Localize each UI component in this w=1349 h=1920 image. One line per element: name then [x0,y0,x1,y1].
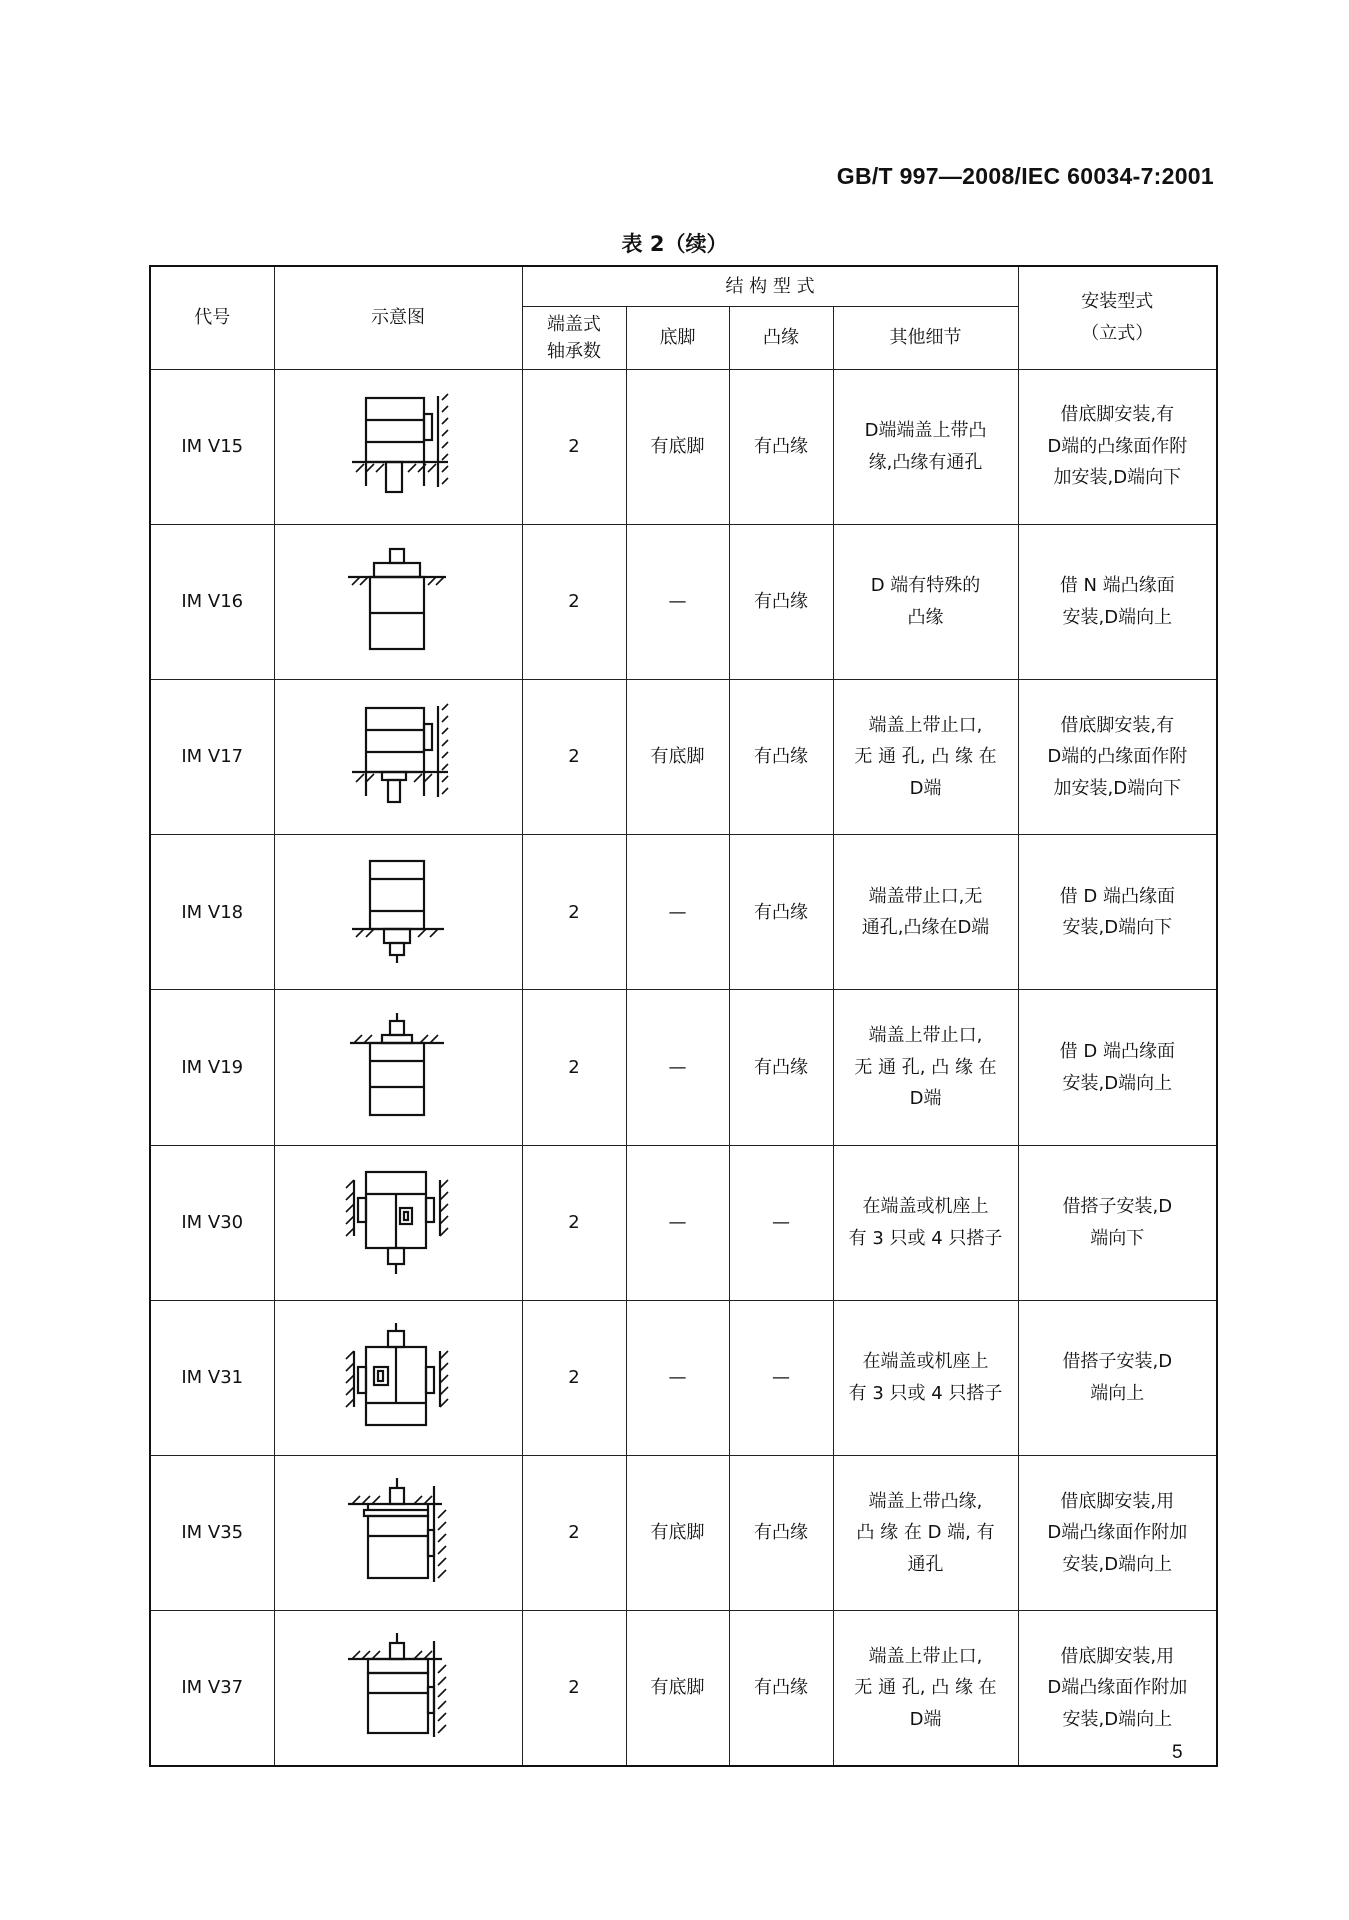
row-detail [833,1611,1018,1766]
row-feet: — [626,1145,729,1300]
row-code: IM V15 [150,369,274,524]
row-code: IM V17 [150,680,274,835]
mount-line: 借 N 端凸缘面 [1059,575,1175,597]
diagram-cell [274,369,522,524]
mount-line: D端凸缘面作附加 [1047,1677,1188,1699]
mount-line: 安装,D端向上 [1062,1072,1173,1094]
row-flange: 有凸缘 [729,680,833,835]
mount-line: 借底脚安装,用 [1060,1645,1175,1667]
detail-line: 端盖带止口,无 [868,885,983,907]
diagram-cell [274,680,522,835]
table-row [150,1456,1217,1611]
table-row [150,1145,1217,1300]
mount-line: D端的凸缘面作附 [1047,435,1188,457]
row-detail [833,680,1018,835]
row-mounting [1018,524,1217,679]
row-flange: — [729,1145,833,1300]
mounting-diagram [338,1633,458,1743]
detail-line: 端盖上带止口, [868,714,983,736]
diagram-cell [274,524,522,679]
mounting-diagram [338,392,458,502]
diagram-cell [274,1456,522,1611]
detail-line: 通孔 [907,1553,944,1575]
row-mounting [1018,1145,1217,1300]
row-code: IM V18 [150,835,274,990]
detail-line: 端盖上带止口, [868,1025,983,1047]
row-feet: — [626,990,729,1145]
diagram-cell [274,1611,522,1766]
row-code: IM V35 [150,1456,274,1611]
mount-line: 安装,D端向下 [1062,917,1173,939]
row-feet: 有底脚 [626,680,729,835]
row-detail [833,835,1018,990]
detail-line: 端盖上带凸缘, [868,1490,983,1512]
detail-line: D端 [909,1708,942,1730]
mount-line: 借底脚安装,用 [1060,1490,1175,1512]
detail-line: 无 通 孔, 凸 缘 在 [854,746,997,768]
row-bearings: 2 [522,369,626,524]
row-feet: — [626,1300,729,1455]
mount-line: 借 D 端凸缘面 [1059,885,1175,907]
row-flange: 有凸缘 [729,369,833,524]
row-mounting [1018,835,1217,990]
mounting-diagram [338,1478,458,1588]
mounting-diagram [338,547,458,657]
row-bearings: 2 [522,1456,626,1611]
row-mounting [1018,1300,1217,1455]
header-other: 其他细节 [833,306,1018,369]
row-mounting [1018,1611,1217,1766]
mounting-type-table [149,265,1218,1767]
row-code: IM V16 [150,524,274,679]
row-flange: 有凸缘 [729,835,833,990]
row-feet: — [626,835,729,990]
header-mounting [1018,266,1217,369]
header-mounting-label: 安装型式 [1081,291,1154,313]
row-feet: 有底脚 [626,369,729,524]
mount-line: 安装,D端向上 [1062,1708,1173,1730]
row-code: IM V31 [150,1300,274,1455]
detail-line: D端 [909,1088,942,1110]
row-detail [833,990,1018,1145]
row-bearings: 2 [522,990,626,1145]
row-feet: 有底脚 [626,1611,729,1766]
mount-line: 端向上 [1090,1382,1145,1404]
row-detail [833,1456,1018,1611]
row-bearings: 2 [522,1300,626,1455]
mount-line: 借 D 端凸缘面 [1059,1041,1175,1063]
row-bearings: 2 [522,524,626,679]
table-row [150,990,1217,1145]
detail-line: 无 通 孔, 凸 缘 在 [854,1056,997,1078]
row-bearings: 2 [522,1145,626,1300]
detail-line: 缘,凸缘有通孔 [868,451,983,473]
detail-line: 无 通 孔, 凸 缘 在 [854,1677,997,1699]
mount-line: 借搭子安装,D [1062,1196,1173,1218]
mount-line: D端的凸缘面作附 [1047,746,1188,768]
row-feet: 有底脚 [626,1456,729,1611]
detail-line: 凸缘 [907,606,944,628]
detail-line: 在端盖或机座上 [862,1351,989,1373]
diagram-cell [274,990,522,1145]
row-flange: 有凸缘 [729,524,833,679]
mounting-diagram [338,1323,458,1433]
mount-line: 借底脚安装,有 [1060,404,1175,426]
header-bearings: 端盖式轴承数 [522,306,626,369]
mount-line: 借底脚安装,有 [1060,714,1175,736]
table-row [150,835,1217,990]
detail-line: 有 3 只或 4 只搭子 [848,1382,1003,1404]
diagram-cell [274,1145,522,1300]
detail-line: 有 3 只或 4 只搭子 [848,1227,1003,1249]
detail-line: D端 [909,777,942,799]
row-flange: 有凸缘 [729,990,833,1145]
row-detail [833,524,1018,679]
diagram-cell [274,1300,522,1455]
mount-line: 借搭子安装,D [1062,1351,1173,1373]
row-code: IM V19 [150,990,274,1145]
table-caption: 表 2（续） [621,232,728,256]
mounting-diagram [338,1013,458,1123]
row-mounting [1018,680,1217,835]
table-row [150,1611,1217,1766]
detail-line: 在端盖或机座上 [862,1196,989,1218]
mount-line: 安装,D端向上 [1062,606,1173,628]
page-number: 5 [1172,1742,1183,1763]
diagram-cell [274,835,522,990]
row-mounting [1018,369,1217,524]
row-feet: — [626,524,729,679]
row-mounting [1018,1456,1217,1611]
row-flange: 有凸缘 [729,1611,833,1766]
detail-line: 端盖上带止口, [868,1645,983,1667]
table-row [150,1300,1217,1455]
table-row [150,369,1217,524]
row-flange: — [729,1300,833,1455]
standard-number: GB/T 997—2008/IEC 60034-7:2001 [836,163,1214,189]
detail-line: 通孔,凸缘在D端 [861,917,990,939]
mount-line: 端向下 [1090,1227,1145,1249]
table-row [150,680,1217,835]
mount-line: 安装,D端向上 [1062,1553,1173,1575]
table-row [150,524,1217,679]
mounting-diagram [338,857,458,967]
row-mounting [1018,990,1217,1145]
row-code: IM V37 [150,1611,274,1766]
detail-line: D 端有特殊的 [870,575,981,597]
header-flange: 凸缘 [729,306,833,369]
mount-line: D端凸缘面作附加 [1047,1522,1188,1544]
mount-line: 加安装,D端向下 [1053,777,1182,799]
header-diagram: 示意图 [274,266,522,369]
mounting-diagram [338,702,458,812]
row-bearings: 2 [522,835,626,990]
detail-line: D端端盖上带凸 [864,420,987,442]
row-detail [833,369,1018,524]
header-structure: 结 构 型 式 [522,266,1018,306]
row-flange: 有凸缘 [729,1456,833,1611]
row-bearings: 2 [522,1611,626,1766]
row-bearings: 2 [522,680,626,835]
row-code: IM V30 [150,1145,274,1300]
mount-line: 加安装,D端向下 [1053,467,1182,489]
header-mounting-sub: （立式） [1081,322,1154,344]
header-feet: 底脚 [626,306,729,369]
row-detail [833,1300,1018,1455]
row-detail [833,1145,1018,1300]
detail-line: 凸 缘 在 D 端, 有 [856,1522,995,1544]
mounting-diagram [338,1168,458,1278]
header-code: 代号 [150,266,274,369]
